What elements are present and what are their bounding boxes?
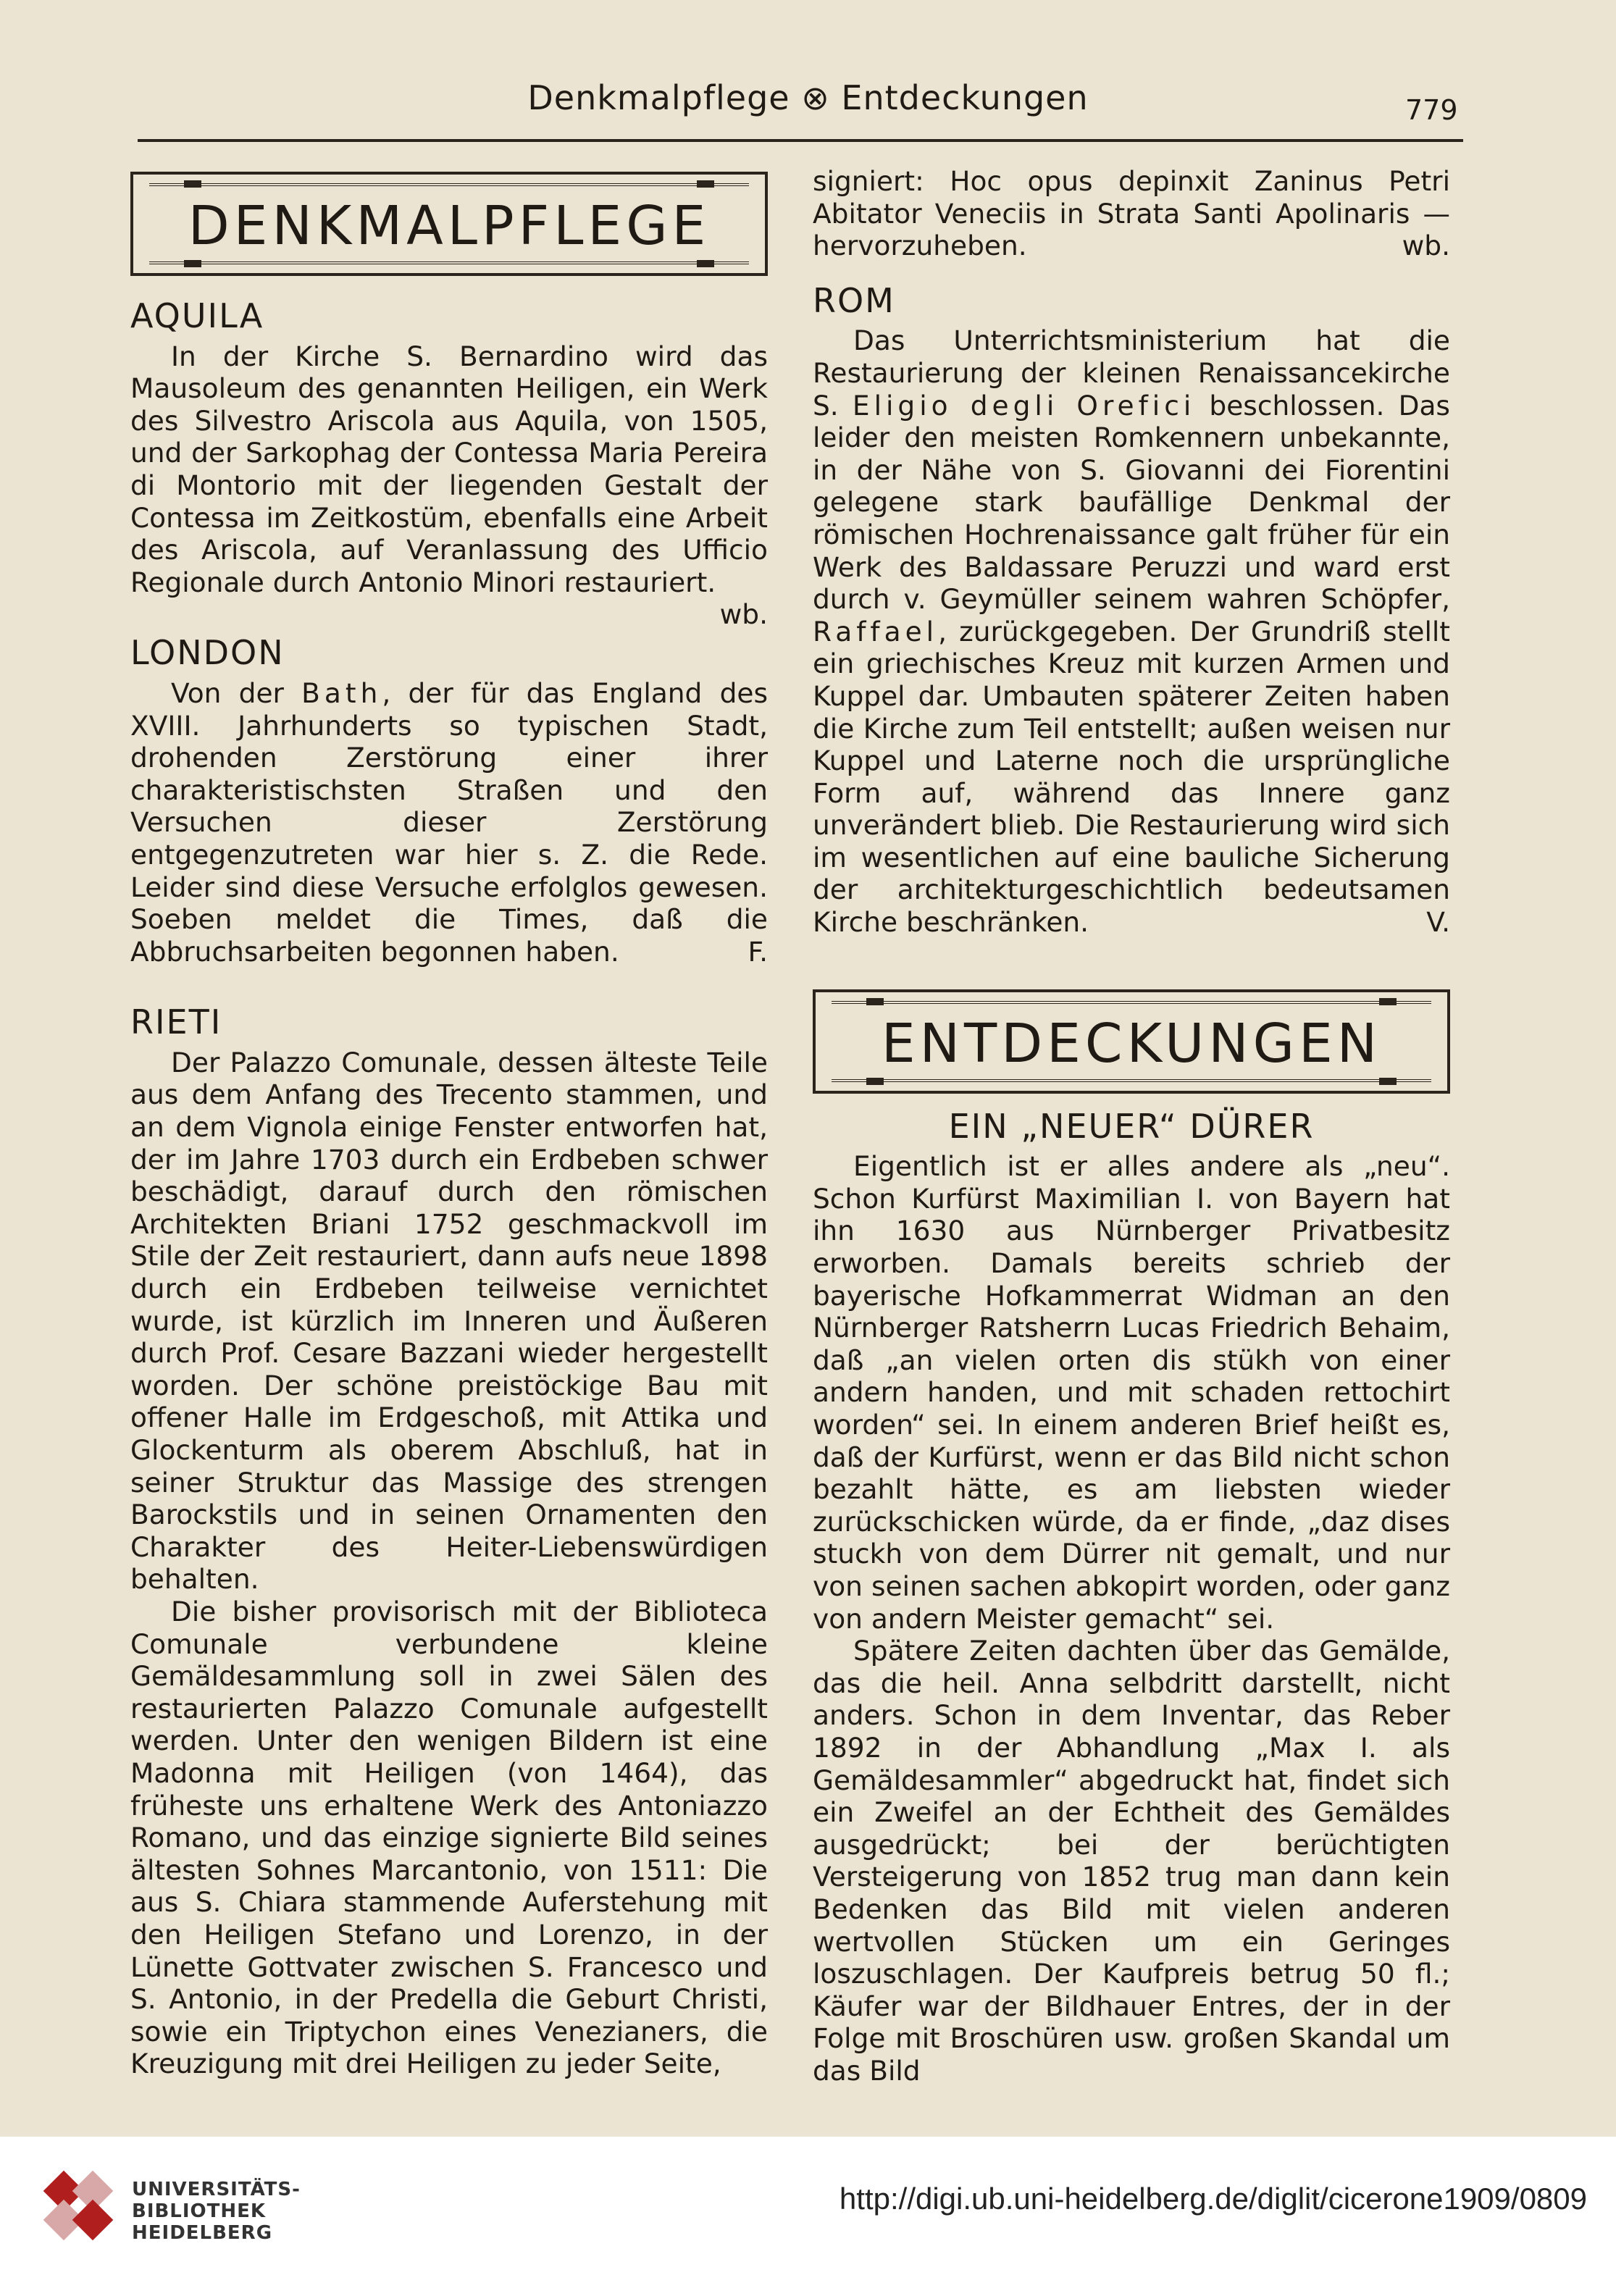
library-line-2: BIBLIOTHEK	[132, 2200, 267, 2222]
london-text	[130, 677, 768, 968]
heading-rieti: RIETI	[130, 1002, 222, 1042]
rom-text-e: , zurückgegeben. Der Grundriß stellt ein griechisches Kreuz mit kurzen Armen und Kuppel dar. Umbauten späterer Zeiten haben die Kirche zum Teil entstellt; außen weisen nur Kuppel und Laterne noch die ursprüngliche Form auf, während das Innere ganz unverändert blieb. Die Restaurierung wird sich im wesentlichen auf eine bauliche Sicherung der architekturgeschichtlich bedeutsamen Kirche beschränken.	[813, 615, 1450, 939]
aquila-signature: wb.	[719, 598, 768, 631]
ornament-knob	[184, 260, 201, 267]
rom-signature: V.	[1426, 906, 1450, 939]
ornament-knob	[697, 180, 714, 188]
library-logo-icon	[42, 2169, 122, 2249]
right-column	[813, 165, 1450, 2087]
left-column	[130, 163, 768, 2080]
aquila-paragraph: In der Kirche S. Bernardino wird das Mausoleum des genannten Heiligen, ein Werk des Silvestro Ariscola aus Aquila, von 1505, und der Sarkophag der Contessa Maria Pereira di Montorio mit der liegenden Gestalt der Contessa im Zeitkostüm, ebenfalls eine Arbeit des Ariscola, auf Veranlassung des Ufficio Regionale durch Antonio Minori restauriert.	[130, 340, 768, 598]
denkmalpflege-title-box	[130, 172, 768, 276]
rom-text-c: beschlossen. Das leider den meisten Romkennern unbekannte, in der Nähe von S. Giovanni dei Fiorentini gelegene stark baufällige Denkmal der römischen Hochrenaissance galt früher für ein Werk des Baldassare Peruzzi und ward erst durch v. Geymüller seinem wahren Schöpfer,	[813, 389, 1450, 616]
ornament-knob	[1379, 998, 1397, 1005]
london-text-bath: Bath	[301, 676, 382, 709]
ornament-knob	[697, 260, 714, 267]
rieti-paragraph-1: Der Palazzo Comunale, dessen älteste Teile aus dem Anfang des Trecento stammen, und an dem Vignola einige Fenster entworfen hat, der im Jahre 1703 durch ein Erdbeben schwer beschädigt, darauf durch den römischen Architekten Briani 1752 geschmackvoll im Stile der Zeit restauriert, dann aufs neue 1898 durch ein Erdbeben teilweise vernichtet wurde, ist kürzlich im Inneren und Äußeren durch Prof. Cesare Bazzani wieder hergestellt worden. Der schöne preistöckige Bau mit offener Halle im Erdgeschoß, mit Attika und Glockenturm als oberem Abschluß, hat in seiner Struktur das Massige des strengen Barockstils und in seinen Ornamenten den Charakter des Heiter-Liebenswürdigen behalten.	[130, 1046, 768, 1596]
section-title-entdeckungen: ENTDECKUNGEN	[881, 1012, 1382, 1075]
source-url-link[interactable]: http://digi.ub.uni-heidelberg.de/diglit/cicerone1909/0809	[839, 2182, 1587, 2216]
aquila-text	[130, 340, 768, 631]
continuation-signature: wb.	[1402, 230, 1450, 262]
london-signature: F.	[748, 935, 768, 968]
ornament-knob	[866, 1078, 884, 1085]
heading-london: LONDON	[130, 633, 285, 673]
library-line-3: HEIDELBERG	[132, 2222, 273, 2244]
heading-neuer-durer: EIN „NEUER“ DÜRER	[948, 1106, 1315, 1146]
durer-paragraph-2: Spätere Zeiten dachten über das Gemälde, das die heil. Anna selbdritt darstellt, nicht anders. Schon in dem Inventar, das Reber 1892 in der Abhandlung „Max I. als Gemäldesammler“ abgedruckt hat, findet sich ein Zweifel an der Echtheit des Gemäldes ausgedrückt; bei der berüchtigten Versteigerung von 1852 trug man dann kein Bedenken das Bild mit vielen anderen wertvollen Stücken um ein Geringes loszuschlagen. Der Kaufpreis betrug 50 fl.; Käufer war der Bildhauer Entres, der in der Folge mit Broschüren usw. großen Skandal um das Bild	[813, 1635, 1450, 2087]
ornament-knob	[866, 998, 884, 1005]
running-head: Denkmalpflege ⊗ Entdeckungen	[527, 78, 1089, 117]
durer-paragraph-1: Eigentlich ist er alles andere als „neu“. Schon Kurfürst Maximilian I. von Bayern hat ihn 1630 aus Nürnberger Privatbesitz erworben. Damals bereits schrieb der bayerische Hofkammerrat Widman an den Nürnberger Ratsherrn Lucas Friedrich Behaim, daß „an vielen orten dis stükh von einer andern handen, und mit schaden rettochirt worden“ sei. In einem anderen Brief heißt es, daß der Kurfürst, wenn er das Bild nicht schon bezahlt hätte, es am liebsten wieder zurückschicken würde, da er finde, „daz dises stuckh von dem Dürrer nit gemalt, und nur von seinen sachen abkopirt worden, oder ganz von andern Meister gemacht“ sei.	[813, 1150, 1450, 1635]
library-name	[132, 2179, 301, 2244]
london-text-c: , der für das England des XVIII. Jahrhunderts so typischen Stadt, drohenden Zerstörung einer ihrer charakteristischsten Straßen und den Versuchen dieser Zerstörung entgegenzutreten war hier s. Z. die Rede. Leider sind diese Versuche erfolglos gewesen. Soeben meldet die Times, daß die Abbruchsarbeiten begonnen haben.	[130, 676, 768, 968]
section-title-denkmalpflege: DENKMALPFLEGE	[188, 195, 711, 257]
heading-rom: ROM	[813, 280, 895, 320]
rom-text-raffael: Raffael	[813, 615, 939, 648]
entdeckungen-title-box	[813, 989, 1450, 1094]
header-rule	[138, 139, 1463, 142]
rom-text-eligio: Eligio degli Orefici	[852, 389, 1196, 422]
library-line-1: UNIVERSITÄTS-	[132, 2179, 301, 2200]
page-number: 779	[1405, 94, 1458, 126]
ornament-knob	[1379, 1078, 1397, 1085]
london-text-a: Von der	[171, 676, 302, 709]
continuation-paragraph: signiert: Hoc opus depinxit Zaninus Petri Abitator Veneciis in Strata Santi Apolinaris — hervorzuheben.	[813, 165, 1450, 262]
rom-text-a: Das Unterrichtsministerium hat die Restaurierung der kleinen Renaissancekirche S.	[813, 324, 1450, 422]
rieti-paragraph-2: Die bisher provisorisch mit der Biblioteca Comunale verbundene kleine Gemäldesammlung soll in zwei Sälen des restaurierten Palazzo Comunale aufgestellt werden. Unter den wenigen Bildern ist eine Madonna mit Heiligen (von 1464), das früheste uns erhaltene Werk des Antoniazzo Romano, und das einzige signierte Bild seines ältesten Sohnes Marcantonio, von 1511: Die aus S. Chiara stammende Auferstehung mit den Heiligen Stefano und Lorenzo, in der Lünette Gottvater zwischen S. Francesco und S. Antonio, in der Predella die Geburt Christi, sowie ein Triptychon eines Venezianers, die Kreuzigung mit drei Heiligen zu jeder Seite,	[130, 1595, 768, 2080]
heading-aquila: AQUILA	[130, 296, 264, 335]
continuation-text	[813, 165, 1450, 262]
rom-text	[813, 324, 1450, 938]
ornament-knob	[184, 180, 201, 188]
